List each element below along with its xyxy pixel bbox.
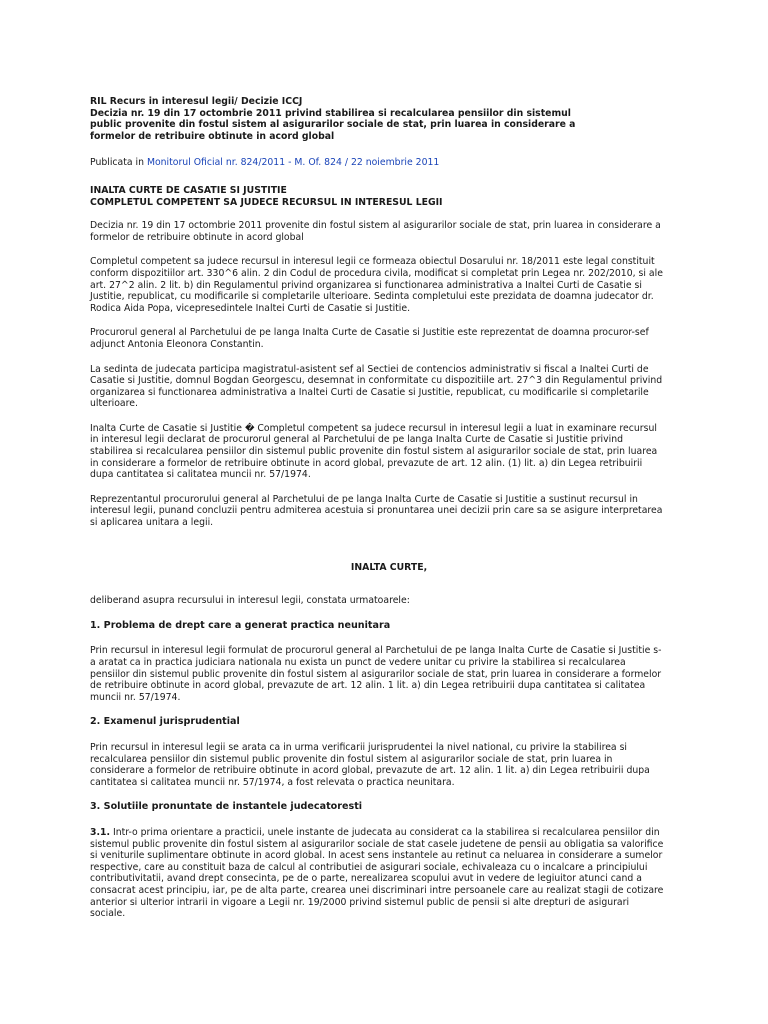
text-line: adjunct Antonia Eleonora Constantin. (90, 338, 264, 350)
text-line (90, 827, 660, 838)
header-line: formelor de retribuire obtinute in acord global (90, 130, 335, 142)
text-line: organizarea si functionarea administrativa a Inaltei Curti de Casatie si Justitie, republicat, cu modificarile si completarile (90, 386, 649, 398)
text-line: conform dispozitiilor art. 330^6 alin. 2 din Codul de procedura civila, modificat si completat prin Legea nr. 202/2010, si ale (90, 267, 663, 279)
text-line: consacrat acest principiu, iar, pe de alta parte, crearea unei discriminari intre persoanele care au realizat stagii de cotizare (90, 884, 664, 896)
text-line: in considerare a formelor de retribuire obtinute in acord global, prevazute de art. 12 alin. (1) lit. a) din Legea retribuirii (90, 457, 643, 469)
text-line: si aplicarea unitara a legii. (90, 517, 214, 529)
text-line: respective, care au constituit baza de calcul al contributiei de asigurari sociale, echivaleaza cu o incalcare a principiului (90, 861, 648, 873)
text-line: contributivitatii, avand drept consecinta, pe de o parte, nerealizarea scopului avut in vedere de legiuitor atunci cand a (90, 873, 642, 885)
text-line: ulterioare. (90, 398, 138, 410)
paragraph-examination (90, 423, 688, 481)
text-line: Prin recursul in interesul legii formulat de procurorul general al Parchetului de pe langa Inalta Curte de Casatie si Justitie s- (90, 645, 662, 657)
text-line: de retribuire obtinute in acord global, prevazute de art. 12 alin. 1 lit. a) din Legea retribuirii dupa cantitatea si calitatea (90, 680, 646, 692)
publication-prefix: Publicata in (90, 157, 147, 169)
section-heading: 1. Problema de drept care a generat practica neunitara (90, 619, 391, 631)
court-title: INALTA CURTE, (350, 561, 428, 573)
text-line: Rodica Aida Popa, vicepresedintele Inaltei Curti de Casatie si Justitie. (90, 302, 411, 314)
text-line: a aratat ca in practica judiciara nationala nu exista un punct de vedere unitar cu privire la stabilirea si recalcularea (90, 657, 626, 668)
text-line: in interesul legii declarat de procurorul general al Parchetului de pe langa Inalta Curte de Casatie si Justitie privind (90, 434, 623, 446)
section-paragraph (90, 742, 688, 788)
section-heading: 2. Examenul jurisprudential (90, 716, 240, 728)
text-line: muncii nr. 57/1974. (90, 691, 181, 703)
paragraph-representative (90, 494, 688, 529)
paragraph-decision (90, 220, 688, 243)
court-panel: COMPLETUL COMPETENT SA JUDECE RECURSUL IN INTERESUL LEGII (90, 196, 443, 208)
text-line: cantitatea si calitatea muncii nr. 57/1974, a fost relevata o practica neunitara. (90, 776, 455, 788)
text-line: sociale. (90, 908, 126, 920)
subsection-number: 3.1. (90, 826, 111, 838)
text-line: stabilirea si recalcularea pensiilor din sistemul public provenite din fostul sistem al asigurarilor sociale de stat, prin luarea (90, 446, 658, 458)
text-line: Prin recursul in interesul legii se arata ca in urma verificarii jurisprudentei la nivel national, cu privire la stabilirea si (90, 741, 628, 753)
text-line: anterior si ulterior intrarii in vigoare a Legii nr. 19/2000 privind sistemul public de pensii si alte drepturi de asigurari (90, 896, 630, 908)
paragraph-assistant-magistrate (90, 364, 688, 410)
text-line: Justitie, republicat, cu modificarile si completarile ulterioare. Sedinta completului este prezidata de doamna judecator dr. (90, 291, 654, 303)
text-line: Inalta Curte de Casatie si Justitie � Completul competent sa judece recursul in interesul legii a luat in examinare recursul (90, 422, 657, 434)
text-line: si veniturile suplimentare obtinute in acord global. In acest sens instantele au retinut ca neluarea in considerare a sumelor (90, 850, 663, 862)
paragraph-panel-composition (90, 256, 688, 314)
text-line: Decizia nr. 19 din 17 octombrie 2011 provenite din fostul sistem al asigurarilor sociale de stat, prin luarea in considerare a (90, 220, 661, 232)
text-line: recalcularea pensiilor din sistemul public provenite din fostul sistem al asigurarilor sociale de stat, prin luarea in (90, 753, 613, 765)
text-line: Completul competent sa judece recursul in interesul legii ce formeaza obiectul Dosarului nr. 18/2011 este legal constituit (90, 256, 655, 268)
text-line: Casatie si Justitie, domnul Bogdan Georgescu, desemnat in conformitate cu dispozitiile art. 27^3 din Regulamentul privind (90, 375, 663, 387)
section-paragraph (90, 827, 688, 920)
text-line-rest: Intr-o prima orientare a practicii, unele instante de judecata au considerat ca la stabilirea si recalcularea pensiilor din (110, 826, 660, 838)
text-line: interesul legii, punand concluzii pentru admiterea acestuia si pronuntarea unei decizii prin care sa se asigure interpretarea (90, 505, 663, 517)
text-line: pensiilor din sistemul public provenite din fostul sistem al asigurarilor sociale de stat, prin luarea in considerare a formelor (90, 668, 662, 680)
document-header (90, 96, 688, 142)
publication-line (90, 157, 688, 169)
text-line: Procurorul general al Parchetului de pe langa Inalta Curte de Casatie si Justitie este reprezentat de doamna procuror-sef (90, 327, 649, 339)
paragraph-deliberation: deliberand asupra recursului in interesul legii, constata urmatoarele: (90, 595, 410, 607)
text-line: La sedinta de judecata participa magistratul-asistent sef al Sectiei de contencios administrativ si fiscal a Inaltei Curti de (90, 363, 649, 375)
header-line: RIL Recurs in interesul legii/ Decizie ICCJ (90, 96, 303, 107)
paragraph-prosecutor (90, 327, 688, 350)
court-heading (90, 185, 688, 208)
header-line: public provenite din fostul sistem al asigurarilor sociale de stat, prin luarea in considerare a (90, 119, 576, 131)
text-line: sistemul public provenite din fostul sistem al asigurarilor sociale de stat casele judetene de pensii au obligatia sa valorifice (90, 838, 664, 850)
monitorul-oficial-link[interactable]: Monitorul Oficial nr. 824/2011 - M. Of. 824 / 22 noiembrie 2011 (146, 157, 440, 169)
text-line: formelor de retribuire obtinute in acord global (90, 231, 304, 243)
header-line: Decizia nr. 19 din 17 octombrie 2011 privind stabilirea si recalcularea pensiilor din sistemul (90, 107, 571, 119)
court-name: INALTA CURTE DE CASATIE SI JUSTITIE (90, 184, 287, 196)
section-heading: 3. Solutiile pronuntate de instantele judecatoresti (90, 801, 363, 813)
text-line: art. 27^2 alin. 2 lit. b) din Regulamentul privind organizarea si functionarea administrativa a Inaltei Curti de Casatie si (90, 279, 642, 291)
text-line: dupa cantitatea si calitatea muncii nr. 57/1974. (90, 469, 311, 481)
section-paragraph (90, 645, 688, 703)
text-line: considerare a formelor de retribuire obtinute in acord global, prevazute de art. 12 alin. 1 lit. a) din Legea retribuirii dupa (90, 765, 650, 777)
text-line: Reprezentantul procurorului general al Parchetului de pe langa Inalta Curte de Casatie si Justitie a sustinut recursul in (90, 493, 638, 505)
